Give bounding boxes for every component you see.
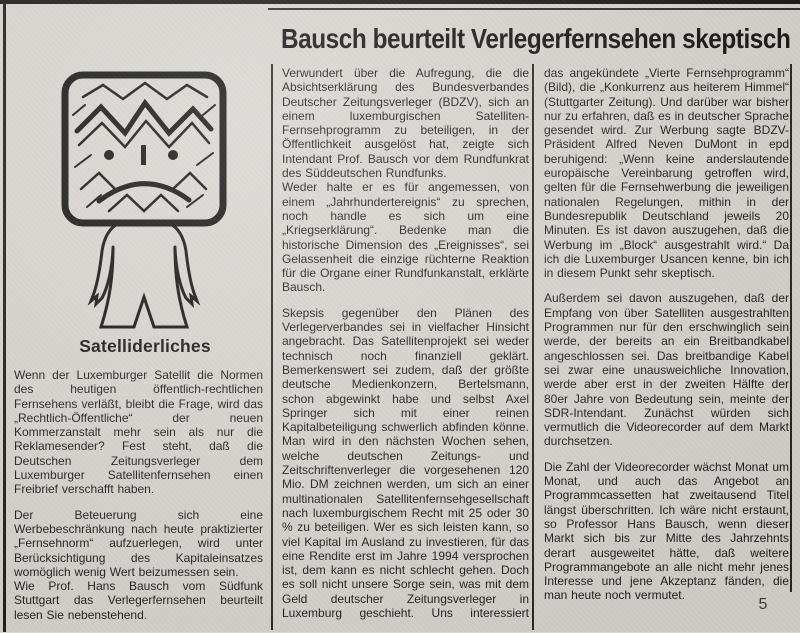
middle-column bbox=[282, 66, 529, 631]
scan-edge-left bbox=[3, 0, 6, 632]
left-column bbox=[14, 368, 263, 633]
paragraph: das angekündete „Vierte Fernsehprogramm“ (Bild), die „Konkurrenz aus heiterem Himmel“ (Stuttgarter Zeitung). Und darüber war bisher nur zu erfahren, daß es in deutscher Sprache gesendet wird. Zur Werbung sagte BDZV-Präsident Alfred Neven DuMont in epd beruhigend: „Wenn keine anderslautende europäische Vereinbarung getroffen wird, gelten für die Fernsehwerbung die jeweiligen nationalen Regelungen, mithin in der Bundesrepublik Deutschland jeweils 20 Minuten. Es ist davon auszugehen, daß die Werbung im „Block“ ausgestrahlt wird.“ Da ich die Luxemburger Usancen kenne, bin ich in diesem Punkt sehr skeptisch. bbox=[544, 66, 789, 281]
paragraph: Skepsis gegenüber den Plänen des Verlegerverbandes sei in vielfacher Hinsicht angebracht. Das Satellitenprojekt sei weder technisch noch finanziell geklärt. Bemerkenswert sei zudem, daß der größte deutsche Medienkonzern, Bertelsmann, schon abgewinkt habe und selbst Axel Springer sich mit einer reinen Kapitalbeteiligung schwerlich abfinden könne. Man wird in den nächsten Wochen sehen, welche deutschen Zeitungs- und Zeitschriftenverleger die vorgesehenen 120 Mio. DM zeichnen werden, um sich an einer multinationalen Satellitenfernsehgesellschaft nach luxemburgischem Recht mit 25 oder 30 % zu beteiligen. Wer es sich leisten kann, so viel Kapital im Ausland zu investieren, für das eine Rendite erst im Jahre 1994 versprochen ist, dem kann es nicht schlecht gehen. Doch es soll nicht unsere Sorge sein, was mit dem Geld deutscher Zeitungsverleger in Luxemburg geschieht. Uns interessiert bbox=[282, 305, 529, 620]
headline-rule bbox=[268, 8, 800, 10]
right-column bbox=[544, 66, 789, 614]
paragraph: Verwundert über die Aufregung, die die Absichtserklärung des Bundesverbandes Deutscher Zeitungsverleger (BDZV), sich an einem luxemburgischen Satelliten-Fernsehprogramm zu beteiligen, in der Öffentlichkeit ausgelöst hat, zeigte sich Intendant Prof. Bausch vor dem Rundfunkrat des Süddeutschen Rundfunks. bbox=[282, 66, 529, 181]
paragraph: Außerdem sei davon auszugehen, daß der Empfang von über Satelliten ausgestrahlten Programmen nur für den erschwinglich sein werde, der bereits an ein Breitbandkabel angeschlossen sei. Das breitbandige Kabel sei zwar eine unausweichliche Innovation, werde aber erst in der zweiten Hälfte der 80er Jahre von Bedeutung sein, meinte der SDR-Intendant. Zunächst würden sich vermutlich die Videorecorder auf dem Markt durchsetzen. bbox=[544, 291, 789, 449]
tv-head-figure-icon bbox=[57, 71, 232, 333]
page-number: 5 bbox=[758, 596, 768, 613]
column-divider-right bbox=[790, 64, 792, 592]
paragraph: Wie Prof. Hans Bausch vom Südfunk Stuttgart das Verlegerfernsehen beurteilt lesen Sie nebenstehend. bbox=[14, 579, 263, 622]
paragraph: Der Beteuerung sich eine Werbebeschränkung nach heute praktizierter „Fernsehnorm“ aufzuerlegen, wird unter Berücksichtigung des Kapitaleinsatzes womöglich wenig Wert beizumessen sein. bbox=[14, 507, 263, 579]
column-divider-left bbox=[271, 64, 273, 630]
scan-edge-top bbox=[0, 0, 800, 4]
paragraph: Wenn der Luxemburger Satellit die Normen des heutigen öffentlich-rechtlichen Fernsehens verläßt, bleibt die Frage, wird das „Rechtlich-Öffentliche“ der neuen Kommerzanstalt mehr sein als nur die Reklamesender? Fest steht, daß die Deutschen Zeitungsverleger dem Luxemburger Satellitenfernsehen einen Freibrief verschafft haben. bbox=[14, 368, 263, 497]
article-headline: Bausch beurteilt Verlegerfernsehen skeptisch bbox=[281, 23, 791, 54]
column-divider-middle bbox=[532, 64, 534, 630]
tv-character-illustration bbox=[57, 71, 232, 333]
paragraph: Weder halte er es für angemessen, von einem „Jahrhundertereignis“ zu sprechen, noch handle es sich um eine „Kriegserklärung“. Bedenke man die historische Dimension des „Ereignisses“, sei Gelassenheit die einzige rüchterne Reaktion für die Organe einer Rundfunkanstalt, erklärte Bausch. bbox=[282, 180, 529, 295]
cartoon-caption: Satelliderliches bbox=[79, 336, 211, 356]
paragraph: Die Zahl der Videorecorder wächst Monat um Monat, und auch das Angebot an Programmcassetten hat zweitausend Titel längst überschritten. Ich wäre nicht erstaunt, so Professor Hans Bausch, wenn dieser Markt sich bis zur Mitte des Jahrzehnts derart ausgeweitet hätte, daß weitere Programmangebote an alle nicht mehr jenes Interesse und jene Akzeptanz fänden, die man heute noch vermutet. bbox=[544, 459, 789, 603]
